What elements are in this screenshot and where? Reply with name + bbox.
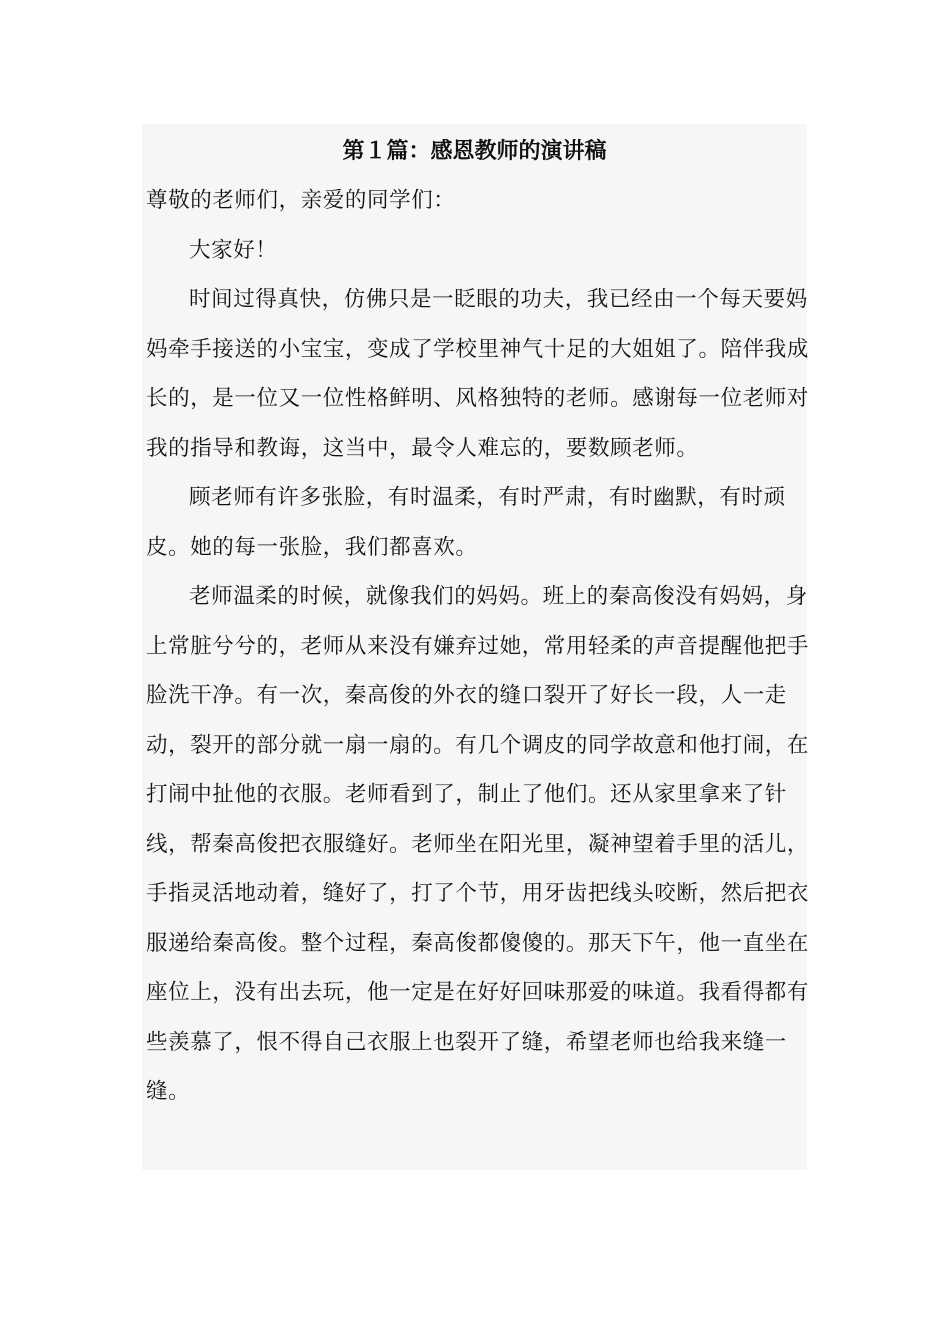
paragraph-intro: 时间过得真快，仿佛只是一眨眼的功夫，我已经由一个每天要妈妈牵手接送的小宝宝，变成了学校里神气十足的大姐姐了。陪伴我成长的，是一位又一位性格鲜明、风格独特的老师。感谢每一位老师对我的指导和教诲，这当中，最令人难忘的，要数顾老师。 bbox=[146, 287, 810, 461]
document-body bbox=[146, 176, 814, 1117]
salutation: 尊敬的老师们，亲爱的同学们： bbox=[146, 188, 456, 213]
paragraph-gentle-teacher: 老师温柔的时候，就像我们的妈妈。班上的秦高俊没有妈妈，身上常脏兮兮的，老师从来没有嫌弃过她，常用轻柔的声音提醒他把手脸洗干净。有一次，秦高俊的外衣的缝口裂开了好长一段，人一走动，裂开的部分就一扇一扇的。有几个调皮的同学故意和他打闹，在打闹中扯他的衣服。老师看到了，制止了他们。还从家里拿来了针线，帮秦高俊把衣服缝好。老师坐在阳光里，凝神望着手里的活儿，手指灵活地动着，缝好了，打了个节，用牙齿把线头咬断，然后把衣服递给秦高俊。整个过程，秦高俊都傻傻的。那天下午，他一直坐在座位上，没有出去玩，他一定是在好好回味那爱的味道。我看得都有些羡慕了，恨不得自己衣服上也裂开了缝，希望老师也给我来缝一缝。 bbox=[146, 584, 810, 1104]
paragraph-teacher-faces: 顾老师有许多张脸，有时温柔，有时严肃，有时幽默，有时顽皮。她的每一张脸，我们都喜欢。 bbox=[146, 485, 786, 560]
paragraph-greeting: 大家好！ bbox=[189, 237, 278, 263]
document-title: 第１篇：感恩教师的演讲稿 bbox=[342, 138, 607, 164]
